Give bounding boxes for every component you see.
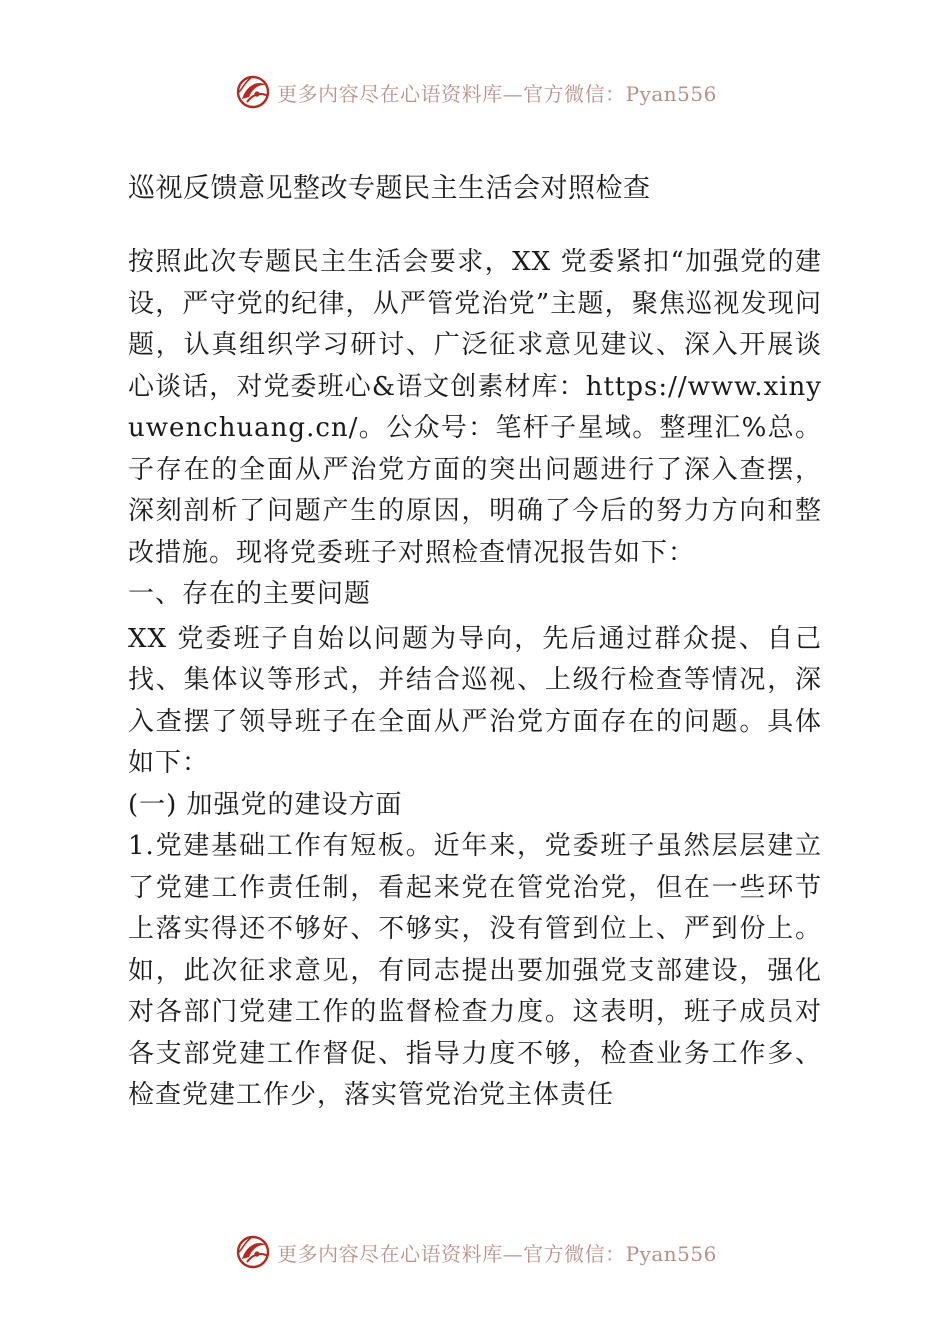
document-body [128,168,822,1117]
paragraph-item-1: 1.党建基础工作有短板。近年来，党委班子虽然层层建立了党建工作责任制，看起来党在管党治党，但在一些环节上落实得还不够好、不够实，没有管到位上、严到份上。如，此次征求意见，有同志提出要加强党支部建设，强化对各部门党建工作的监督检查力度。这表明，班子成员对各支部党建工作督促、指导力度不够，检查业务工作多、检查党建工作少，落实管党治党主体责任 [128,831,822,1110]
paragraph-intro: 按照此次专题民主生活会要求，XX 党委紧扣“加强党的建设，严守党的纪律，从严管党治党”主题，聚焦巡视发现问题，认真组织学习研讨、广泛征求意见建议、深入开展谈心谈话，对党委班心&语文创素材库：https://www.xinyuwenchuang.cn/。公众号：笔杆子星域。整理汇%总。子存在的全面从严治党方面的突出问题进行了深入查摆，深刻剖析了问题产生的原因，明确了今后的努力方向和整改措施。现将党委班子对照检查情况报告如下： [128,247,822,568]
subsection-heading-party-building: (一) 加强党的建设方面 [128,789,403,820]
watermark-banner-bottom [0,1230,950,1274]
watermark-text: 更多内容尽在心语资料库—官方微信：Pyan556 [277,1241,717,1266]
watermark-banner-top [0,70,950,114]
paragraph-problems-overview: XX 党委班子自始以问题为导向，先后通过群众提、自己找、集体议等形式，并结合巡视、上级行检查等情况，深入查摆了领导班子在全面从严治党方面存在的问题。具体如下： [128,623,822,778]
section-heading-main-problems: 一、存在的主要问题 [128,579,372,609]
seal-logo-icon [233,1232,273,1272]
document-title: 巡视反馈意见整改专题民主生活会对照检查 [128,173,651,204]
seal-logo-icon [233,72,273,112]
watermark-text: 更多内容尽在心语资料库—官方微信：Pyan556 [277,81,717,106]
